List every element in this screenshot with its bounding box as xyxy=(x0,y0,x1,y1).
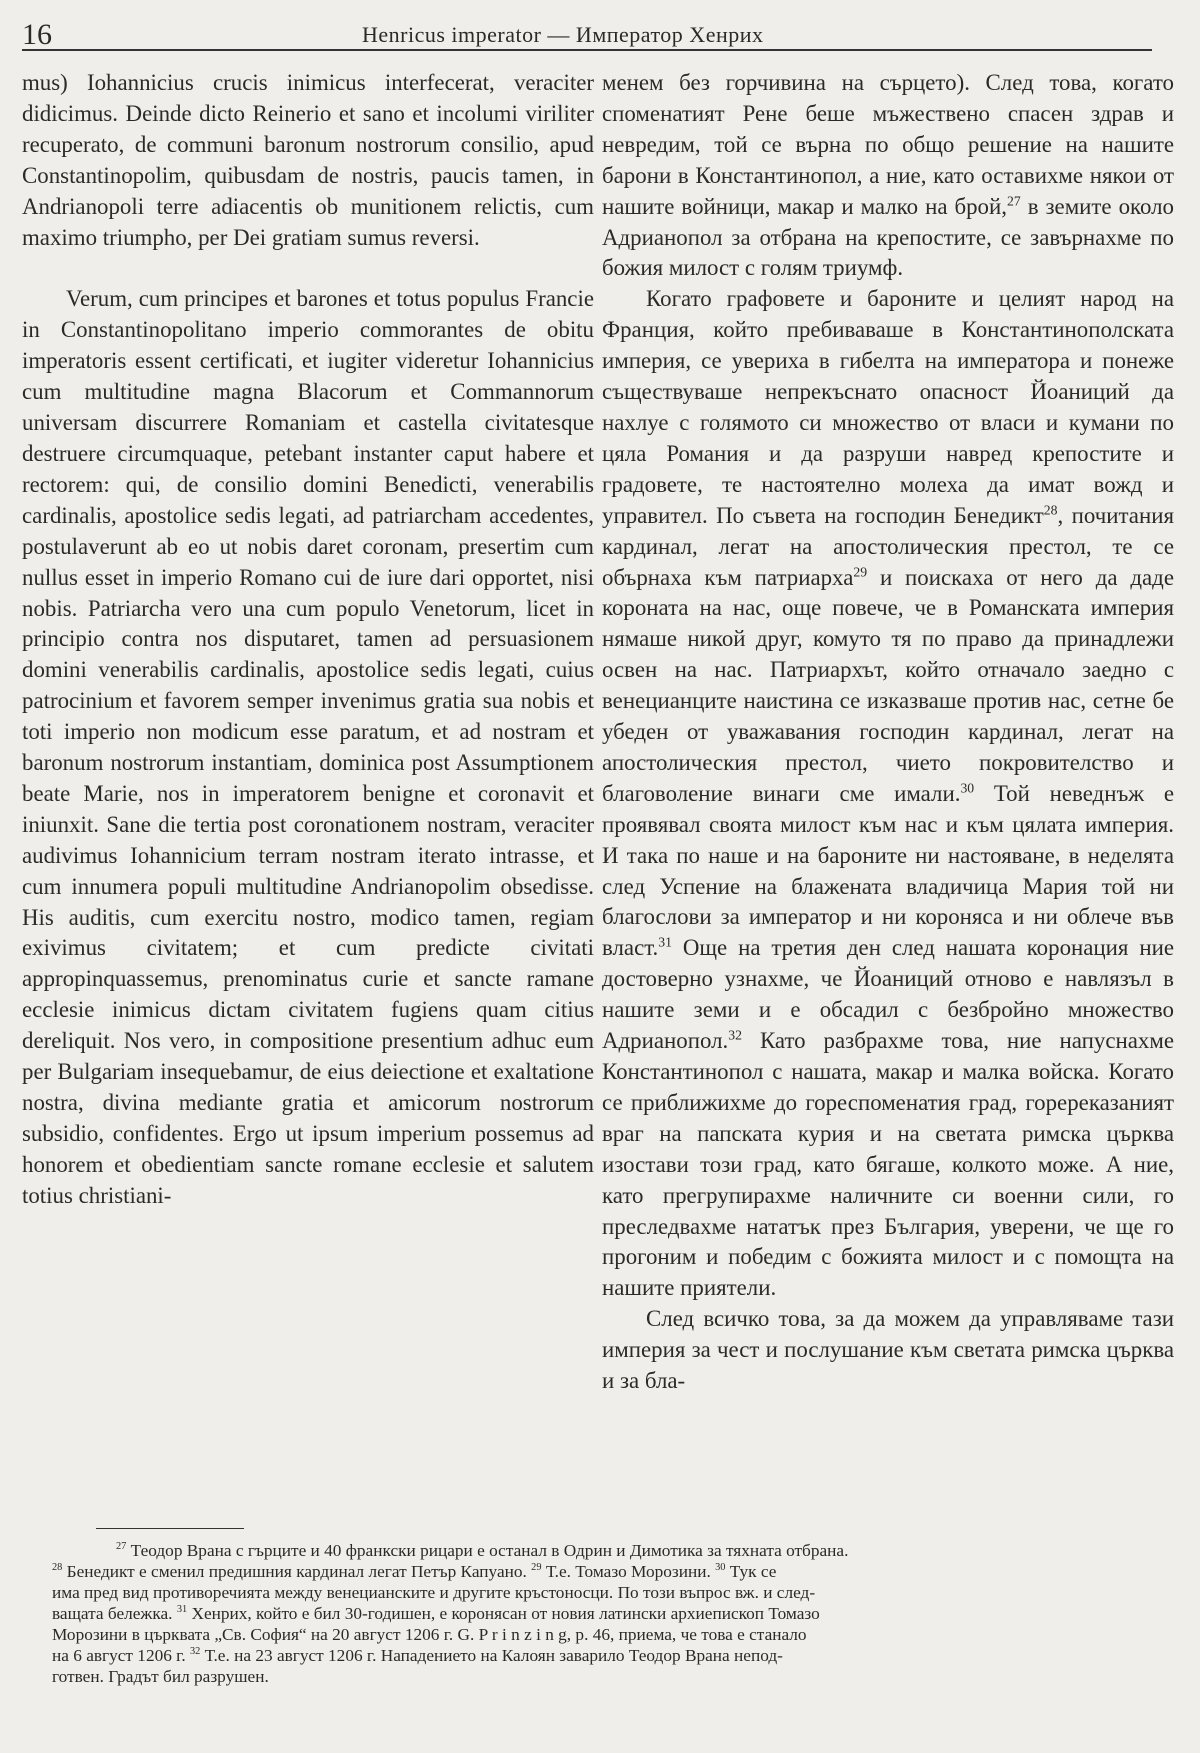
footnote-line: ващата бележка. $^{31}$ Хенрих, който е бил 30-годишен, е коронясан от новия латински архиепископ Томазо xyxy=(52,1604,820,1623)
footnote-number: 30 xyxy=(715,1562,726,1574)
footnote-number: 31 xyxy=(176,1604,188,1616)
page-header xyxy=(22,16,1152,50)
footnote-rule xyxy=(96,1528,244,1529)
footnote-number: 28 xyxy=(52,1562,63,1574)
footnote-line: $^{27}$ Теодор Врана с гърците и 40 франкски рицари е останал в Одрин и Димотика за тяхната отбрана. xyxy=(116,1541,849,1560)
footnote-ref: 29 xyxy=(853,563,868,579)
latin-column xyxy=(22,68,594,1212)
header-rule xyxy=(22,49,1152,51)
bulgarian-column xyxy=(602,68,1174,1397)
bulgarian-paragraph: След всичко това, за да можем да управляваме тази империя за чест и послушание към светата римска църква и за бла- xyxy=(602,1306,1174,1394)
footnote-line: на 6 август 1206 г. $^{32}$ Т.е. на 23 август 1206 г. Нападението на Калоян заварило Теодор Врана непод- xyxy=(52,1646,783,1665)
running-title: Henricus imperator — Император Хенрих xyxy=(362,22,764,47)
page-number: 16 xyxy=(22,18,52,51)
footnote-line: има пред вид противоречията между венецианските и другите кръстоносци. По този въпрос вж. и след- xyxy=(52,1583,816,1602)
latin-paragraph: mus) Iohannicius crucis inimicus interfecerat, veraciter didicimus. Deinde dicto Reinerio et sano et incolumi viriliter recuperato, de communi baronum nostrorum consilio, apud Constantinopolim, quibusdam de nostris, paucis tamen, in Andrianopoli terre adiacentis ob munitionem relictis, cum maximo triumpho, per Dei gratiam sumus reversi. xyxy=(22,70,594,250)
footnote-number: 29 xyxy=(531,1562,542,1574)
footnotes xyxy=(52,1540,1154,1687)
footnote-line: Морозини в църквата „Св. София“ на 20 август 1206 г. G. P r i n z i n g, p. 46, приема, че това е станало xyxy=(52,1625,807,1644)
bulgarian-paragraph: менем без горчивина на сърцето). След това, когато споменатият Рене беше мъжествено спасен здрав и невредим, той се върна по общо решение на нашите барони в Константинопол, а ние, като оставихме някои от нашите войници, макар и малко на брой,$^{27}$ в земите около Адрианопол за отбрана на крепостите, се завърнахме по божия милост с голям триумф. xyxy=(602,70,1174,281)
footnote-ref: 30 xyxy=(960,780,975,796)
footnote-number: 27 xyxy=(116,1541,127,1553)
bulgarian-paragraph: Когато графовете и бароните и целият народ на Франция, който пребиваваше в Константинополската империя, се увериха в гибелта на императора и понеже съществуваше непрекъснато опасност Йоаниций да нахлуе с голямото си множество от власи и кумани по цяла Романия и да разруши навред крепостите и градовете, те настоятелно молеха да имат вожд и управител. По съвета на господин Бенедикт$^{28}$, почитания кардинал, легат на апостолическия престол, те се обърнаха към патриарха$^{29}$ и поискаха от него да даде короната на нас, още повече, че в Романската империя нямаше никой друг, комуто тя по право да принадлежи освен на нас. Патриархът, който отначало заедно с венецианците наистина се изказваше против нас, сетне бе убеден от уважавания господин кардинал, легат на апостолическия престол, чието покровителство и благоволение винаги сме имали.$^{30}$ Той неведнъж е проявявал своята милост към нас и към цялата империя. И така по наше и на бароните ни настояване, в неделята след Успение на блажената владичица Мария той ни благослови за император и ни короняса и ни облече във власт.$^{31}$ Още на третия ден след нашата коронация ние достоверно узнахме, че Йоаниций отново е навлязъл в нашите земи и е обсадил с безбройно множество Адрианопол.$^{32}$ Като разбрахме това, ние напуснахме Константинопол с нашата, макар и малка войска. Когато се приближихме до гореспоменатия град, горереказаният враг на папската курия и на светата римска църква изостави този град, като бягаше, колкото може. А ние, като прегрупирахме наличните си военни сили, го преследвахме нататък през България, уверени, че ще го прогоним и победим с божията милост и с помощта на нашите приятели. xyxy=(602,286,1174,1301)
footnote-ref: 32 xyxy=(728,1027,743,1043)
footnote-line: готвен. Градът бил разрушен. xyxy=(52,1667,269,1686)
footnote-line: $^{28}$ Бенедикт е сменил предишния кардинал легат Петър Капуано. $^{29}$ Т.е. Томазо Морозини. $^{30}$ Тук се xyxy=(52,1562,777,1581)
footnote-ref: 28 xyxy=(1043,502,1058,518)
latin-paragraph: Verum, cum principes et barones et totus populus Francie in Constantinopolitano imperio commorantes de obitu imperatoris essent certificati, et iugiter videretur Iohannicius cum multitudine magna Blacorum et Commannorum universam discurrere Romaniam et castella civitatesque destruere circumquaque, petebant instanter caput habere et rectorem: qui, de consilio domini Benedicti, venerabilis cardinalis, apostolice sedis legati, ad patriarcham accedentes, postulaverunt ab eo ut nobis daret coronam, presertim cum nullus esset in imperio Romano cui de iure dari opportet, nisi nobis. Patriarcha vero una cum populo Venetorum, licet in principio contra nos disputaret, tamen ad persuasionem domini venerabilis cardinalis, apostolice sedis legati, cuius patrocinium et favorem semper invenimus gratia sua nobis et toti imperio non modicum esse paratum, et ad nostram et baronum nostrorum instantiam, dominica post Assumptionem beate Marie, nos in imperatorem benigne et coronavit et iniunxit. Sane die tertia post coronationem nostram, veraciter audivimus Iohannicium terram nostram iterato intrasse, et cum innumera populi multitudine Andrianopolim obsedisse. His auditis, cum exercitu nostro, modico tamen, regiam exivimus civitatem; et cum predicte civitati appropinquassemus, prenominatus curie et sancte ramane ecclesie inimicus dictam civitatem fugiens quam citius dereliquit. Nos vero, in compositione presentium adhuc eum per Bulgariam insequebamur, de eius deiectione et exaltatione nostra, divina mediante gratia et amicorum nostrorum subsidio, confidentes. Ergo ut ipsum imperium possemus ad honorem et obedientiam sancte romane ecclesie et salutem totius christiani- xyxy=(22,286,594,1208)
footnote-ref: 27 xyxy=(1006,193,1021,208)
footnote-number: 32 xyxy=(189,1646,201,1658)
footnote-ref: 31 xyxy=(658,934,672,950)
